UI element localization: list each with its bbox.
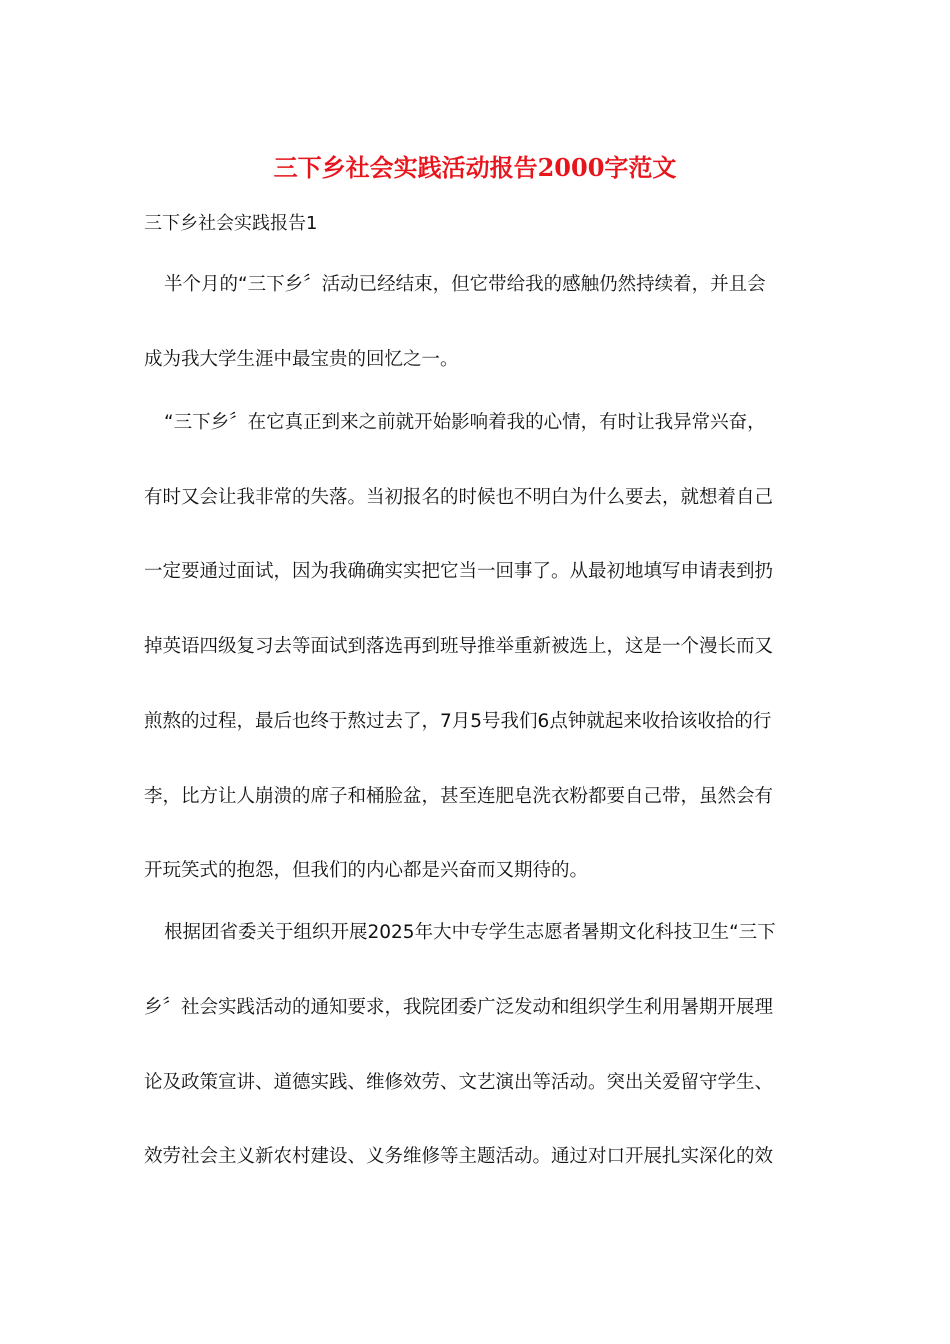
section-heading: 三下乡社会实践报告1 — [144, 213, 318, 234]
paragraph-line: 李，比方让人崩溃的席子和桶脸盆，甚至连肥皂洗衣粉都要自己带，虽然会有 — [144, 786, 774, 807]
paragraph-line: 有时又会让我非常的失落。当初报名的时候也不明白为什么要去，就想着自己 — [144, 487, 774, 508]
document-title: 三下乡社会实践活动报告2000字范文 — [273, 153, 677, 182]
paragraph-line: 煎熬的过程，最后也终于熬过去了，7月5号我们6点钟就起来收拾该收拾的行 — [144, 711, 772, 732]
paragraph-line: 开玩笑式的抱怨，但我们的内心都是兴奋而又期待的。 — [144, 860, 589, 881]
paragraph-line: 根据团省委关于组织开展2025年大中专学生志愿者暑期文化科技卫生“三下 — [164, 922, 776, 943]
paragraph-line: 乡〞社会实践活动的通知要求，我院团委广泛发动和组织学生利用暑期开展理 — [144, 997, 774, 1018]
paragraph-line: 成为我大学生涯中最宝贵的回忆之一。 — [144, 349, 459, 370]
paragraph-line: 一定要通过面试，因为我确确实实把它当一回事了。从最初地填写申请表到扔 — [144, 561, 774, 582]
paragraph-line: 效劳社会主义新农村建设、义务维修等主题活动。通过对口开展扎实深化的效 — [144, 1146, 774, 1167]
paragraph-line: “三下乡〞在它真正到来之前就开始影响着我的心情，有时让我异常兴奋， — [164, 412, 766, 433]
paragraph-line: 论及政策宣讲、道德实践、维修效劳、文艺演出等活动。突出关爱留守学生、 — [144, 1072, 774, 1093]
paragraph-line: 半个月的“三下乡〞活动已经结束，但它带给我的感触仍然持续着，并且会 — [164, 274, 766, 295]
paragraph-line: 掉英语四级复习去等面试到落选再到班导推举重新被选上，这是一个漫长而又 — [144, 636, 774, 657]
